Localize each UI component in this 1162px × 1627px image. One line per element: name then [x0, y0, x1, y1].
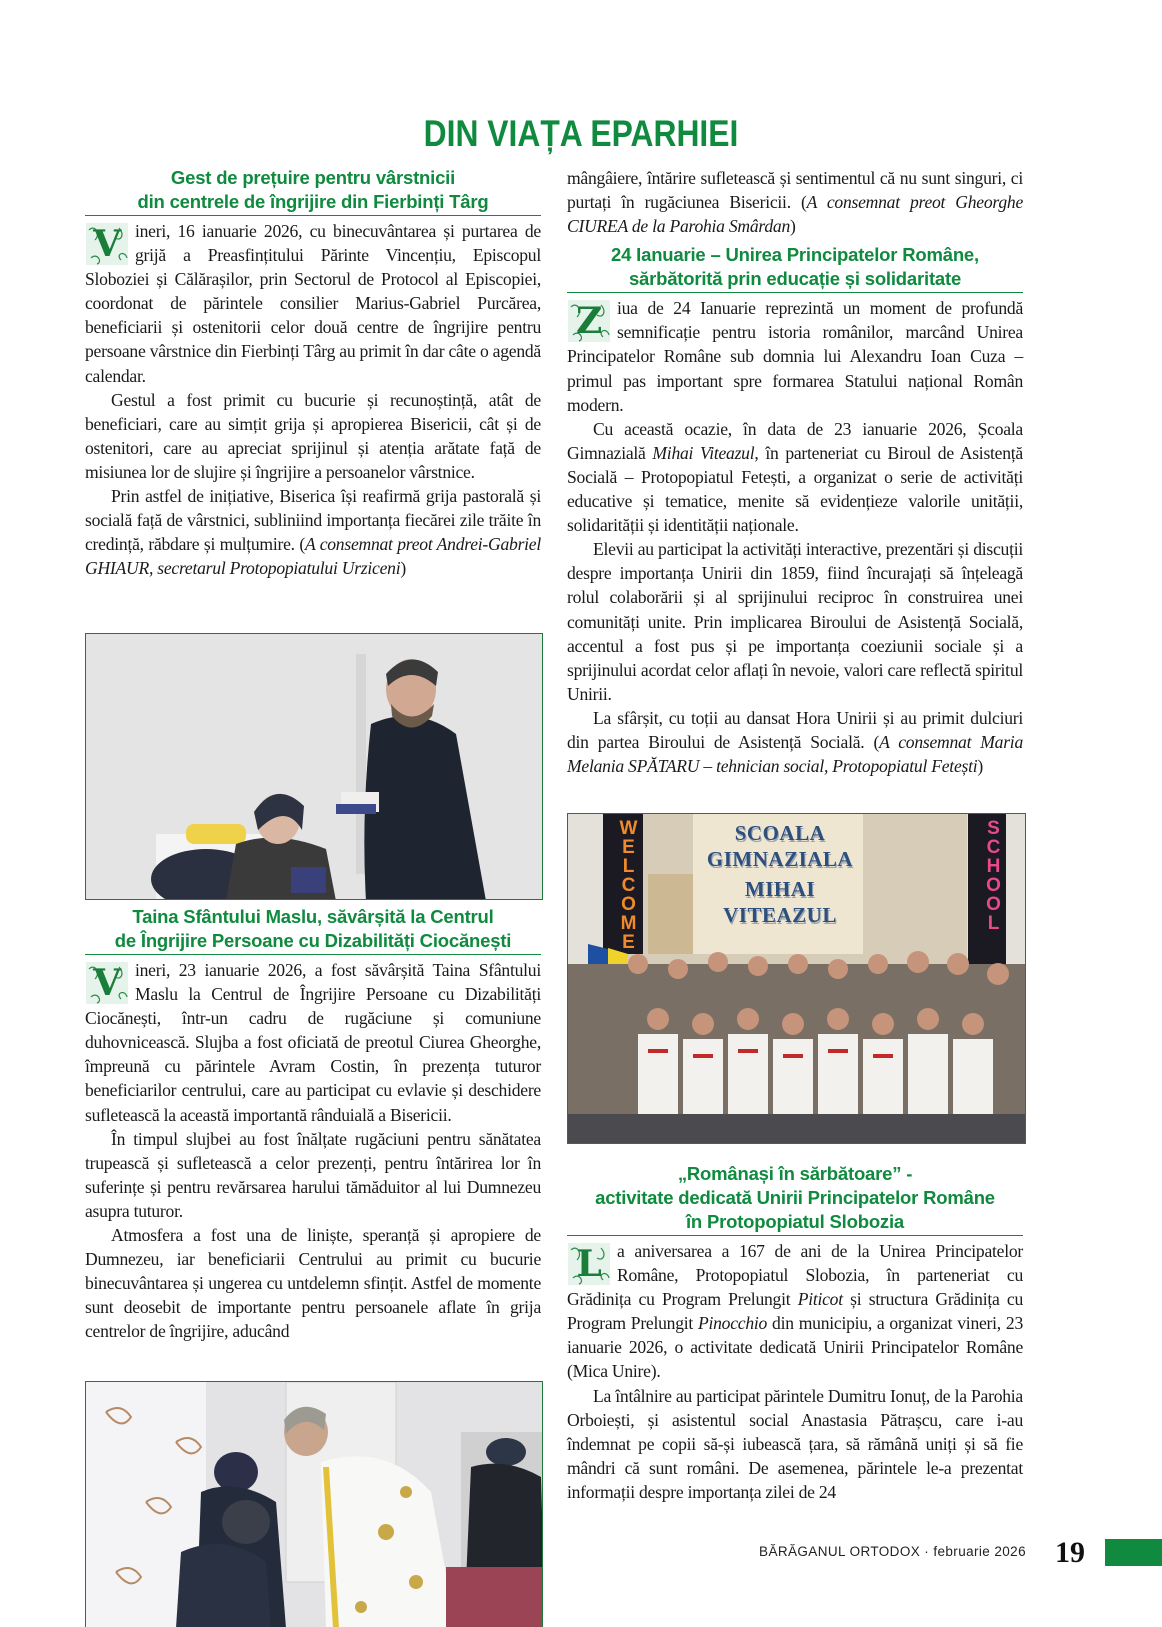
school-banner: SCHOOL: [983, 818, 1004, 932]
left-column: [85, 166, 541, 580]
right-column-lower: [567, 1162, 1023, 1504]
article-1-credit: A consemnat preot Andrei-Gabriel GHIAUR, secretarul Protopopiatului Urziceni: [85, 534, 542, 579]
article-2-continuation: mângâiere, întărire sufletească și sentimentul că nu sunt singuri, ci purtați în rugăciunea Bisericii. (A consemnat preot Gheorghe CIUREA de la Parohia Smârdan): [567, 168, 1023, 237]
right-column: [567, 166, 1023, 778]
photo-illustration: [86, 1382, 543, 1627]
left-column-lower: [85, 905, 541, 1344]
article-3-headline: 24 Ianuarie – Unirea Principatelor Române, sărbătorită prin educație și solidaritate: [567, 243, 1023, 293]
article-2-body: V ineri, 23 ianuarie 2026, a fost săvârșită Taina Sfântului Maslu la Centrul de Îngrijire Persoane cu Dizabilități Ciocănești, într-un cadru de rugăciune și comuniune duhovnicească. Slujba a fost oficiată de preotul Ciurea Gheorghe, împreună cu părintele Avram Costin, în prezența tuturor beneficiarilor centrului, care au participat cu evlavie și deschidere sufletească la această importantă rânduială a Bisericii. În timpul slujbei au fost înălțate rugăciuni pentru sănătatea trupească și sufletească a celor prezenți, pentru întărirea lor în suferințe și pentru revărsarea harului tămăduitor al lui Dumnezeu asupra tuturor. Atmosfera a fost una de liniște, speranță și apropiere de Dumnezeu, iar beneficiarii Centrului au primit cu bucurie binecuvântarea și ungerea cu untdelemn sfințit. Astfel de momente sunt deosebit de importante pentru persoanele aflate în grija centrelor de îngrijire, aducând: [85, 960, 541, 1342]
article-2-credit: A consemnat preot Gheorghe CIUREA de la Parohia Smârdan: [567, 192, 1023, 237]
photo-school-group: [567, 813, 1026, 1144]
article-3-credit: A consemnat Maria Melania SPĂTARU – tehnician social, Protopopiatul Fetești: [567, 731, 1023, 777]
school-sign: SCOALA GIMNAZIALA MIHAI VITEAZUL: [706, 821, 854, 927]
article-4-body: L a aniversarea a 167 de ani de la Unirea Principatelor Române, Protopopiatul Slobozia, în parteneriat cu Grădinița cu Program Prelungit Piticot și structura Grădinița cu Program Prelungit Pinocchio din municipiu, a organizat vineri, 23 ianuarie 2026, o activitate dedicată Unirii Principatelor Române (Mica Unire). La întâlnire au participat părintele Dumitru Ionuț, de la Parohia Orboiești, și asistentul social Anastasia Pătrașcu, care i-au îndemnat pe copii să-și iubească țara, să rămână uniți și să fie mândri că sunt români. De asemenea, părintele le-a prezentat informații despre importanța zilei de 24: [567, 1241, 1023, 1502]
article-3-body: Z iua de 24 Ianuarie reprezintă un moment de profundă semnificație pentru istoria românilor, marcând Unirea Principatelor Române sub domnia lui Alexandru Ioan Cuza – primul pas important spre formarea Statului național Român modern. Cu această ocazie, în data de 23 ianuarie 2026, Școala Gimnazială Mihai Viteazul, în parteneriat cu Biroul de Asistență Socială – Protopopiatul Fetești, a organizat o serie de activități educative și tematice, menite să evidențieze valorile unității, solidarității și identității naționale. Elevii au participat la activități interactive, prezentări și discuții despre importanța Unirii din 1859, fiind încurajați să înțeleagă rolul colaborării și al sprijinului reciproc în construirea unei comunități unite. Prin implicarea Biroului de Asistență Socială, accentul a fost pus și pe importanța coeziunii sociale și a sprijinului acordat celor aflați în nevoie, valori care reflectă spiritul Unirii. La sfârșit, cu toții au dansat Hora Unirii și au primit dulciuri din partea Biroului de Asistență Socială. (A consemnat Maria Melania SPĂTARU – tehnician social, Protopopiatul Fetești): [567, 298, 1023, 777]
ornamental-dropcap-icon: L: [567, 1242, 611, 1286]
photo-priest-anointing: [85, 1381, 543, 1627]
photo-elderly-woman-receiving-calendar: [85, 633, 543, 900]
article-1-body: V ineri, 16 ianuarie 2026, cu binecuvântarea și purtarea de grijă a Preasfințitului Părinte Vincențiu, Episcopul Sloboziei și Călărașilor, prin Sectorul de Protocol al Episcopiei, coordonat de părintele consilier Marius-Gabriel Purcărea, beneficiarii și ostenitorii celor două centre de îngrijire pentru persoane vârstnice din Fierbinți Târg au primit în dar câte o agendă calendar. Gestul a fost primit cu bucurie și recunoștință, atât de beneficiari, care au simțit grija și apropierea Bisericii, cât și de ostenitori, care au apreciat sprijinul și atenția arătate față de misiunea lor de slujire și îngrijire a persoanelor vârstnice. Prin astfel de inițiative, Biserica își reafirmă grija pastorală și socială față de vârstnici, subliniind importanța fiecărei zile trăite în credință, răbdare și mulțumire. (A consemnat preot Andrei-Gabriel GHIAUR, secretarul Protopopiatului Urziceni): [85, 221, 542, 579]
ornamental-dropcap-icon: V: [85, 222, 129, 266]
footer-accent-bar: [1105, 1539, 1162, 1566]
article-1-headline: Gest de prețuire pentru vârstnicii din centrele de îngrijire din Fierbinți Târg: [85, 166, 541, 216]
ornamental-dropcap-icon: V: [85, 961, 129, 1005]
article-4-headline: „Românași în sărbătoare” - activitate dedicată Unirii Principatelor Române în Protopopiatul Slobozia: [567, 1162, 1023, 1236]
welcome-banner: WELCOME: [618, 818, 639, 951]
publication-name: BĂRĂGANUL ORTODOX · februarie 2026: [759, 1544, 1026, 1559]
page-title: DIN VIAȚA EPARHIEI: [423, 113, 739, 154]
page-footer: [0, 1536, 1162, 1569]
ornamental-dropcap-icon: Z: [567, 299, 611, 343]
page-number: 19: [1055, 1536, 1085, 1569]
article-2-headline: Taina Sfântului Maslu, săvârșită la Centrul de Îngrijire Persoane cu Dizabilități Ciocănești: [85, 905, 541, 955]
photo-illustration: [86, 634, 543, 900]
